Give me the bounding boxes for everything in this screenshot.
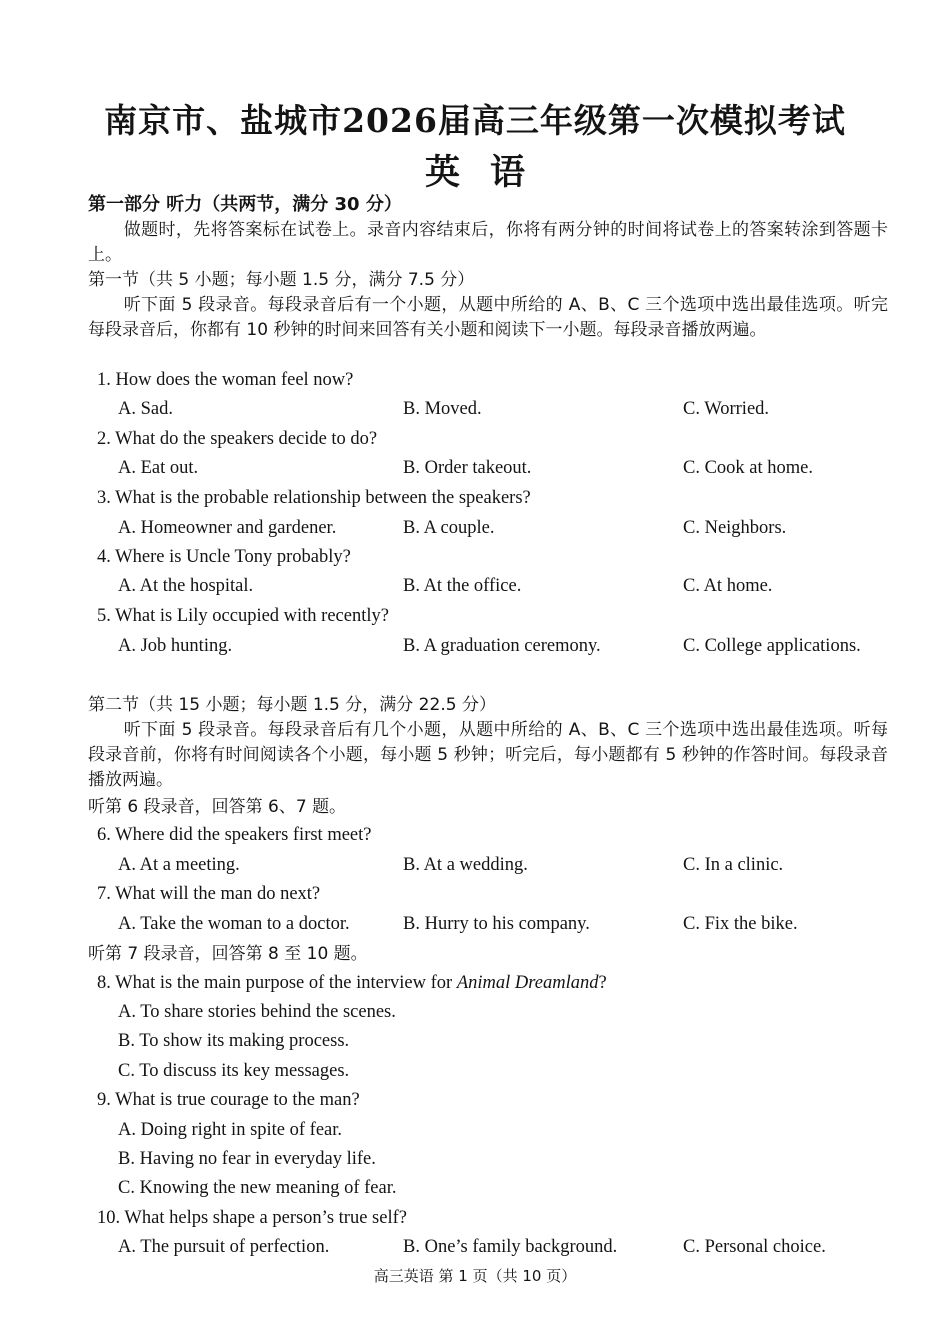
question-stem: 4. Where is Uncle Tony probably? xyxy=(97,547,351,567)
option-a: A. At the hospital. xyxy=(118,576,254,596)
option-b: B. Moved. xyxy=(403,399,482,419)
option-b: B. Hurry to his company. xyxy=(403,914,590,934)
option-a: A. Doing right in spite of fear. xyxy=(118,1120,343,1140)
section1-heading: 第一节（共 5 小题；每小题 1.5 分，满分 7.5 分） xyxy=(88,270,475,290)
question-stem: 10. What helps shape a person’s true self? xyxy=(97,1208,407,1228)
option-a: A. The pursuit of perfection. xyxy=(118,1237,330,1257)
option-b: B. One’s family background. xyxy=(403,1237,618,1257)
option-b: B. A graduation ceremony. xyxy=(403,636,601,656)
option-b: B. Order takeout. xyxy=(403,458,532,478)
option-c: C. At home. xyxy=(683,576,773,596)
question-stem-suffix: ? xyxy=(598,973,607,993)
question-stem: 5. What is Lily occupied with recently? xyxy=(97,606,389,626)
option-a: A. Sad. xyxy=(118,399,173,419)
option-c: C. To discuss its key messages. xyxy=(118,1061,350,1081)
option-c: C. Knowing the new meaning of fear. xyxy=(118,1178,397,1198)
question-stem: 6. Where did the speakers first meet? xyxy=(97,825,372,845)
option-c: C. Neighbors. xyxy=(683,518,787,538)
section2-heading: 第二节（共 15 小题；每小题 1.5 分，满分 22.5 分） xyxy=(88,695,496,715)
option-a: A. Homeowner and gardener. xyxy=(118,518,337,538)
option-a: A. Take the woman to a doctor. xyxy=(118,914,350,934)
group7-instruction: 听第 7 段录音，回答第 8 至 10 题。 xyxy=(88,944,368,964)
subject-title: 英语 xyxy=(424,152,555,193)
option-c: C. In a clinic. xyxy=(683,855,784,875)
exam-title: 南京市、盐城市2026届高三年级第一次模拟考试 xyxy=(104,101,846,140)
option-c: C. Fix the bike. xyxy=(683,914,798,934)
option-a: A. Eat out. xyxy=(118,458,199,478)
option-c: C. Worried. xyxy=(683,399,770,419)
option-a: A. Job hunting. xyxy=(118,636,233,656)
question-stem: 2. What do the speakers decide to do? xyxy=(97,429,378,449)
option-c: C. Personal choice. xyxy=(683,1237,826,1257)
question-stem: 3. What is the probable relationship between the speakers? xyxy=(97,488,531,508)
option-b: B. To show its making process. xyxy=(118,1031,350,1051)
film-title: Animal Dreamland xyxy=(456,973,599,993)
section2-instruction: 听下面 5 段录音。每段录音后有几个小题，从题中所给的 A、B、C 三个选项中选出最佳选项。听每段录音前，你将有时间阅读各个小题，每小题 5 秒钟；听完后，每小题都有 5 秒钟的作答时间。每段录音播放两遍。 xyxy=(88,720,888,790)
question-stem xyxy=(97,971,607,995)
option-b: B. At the office. xyxy=(403,576,522,596)
option-a: A. To share stories behind the scenes. xyxy=(118,1002,396,1022)
option-b: B. A couple. xyxy=(403,518,495,538)
section1-instruction: 听下面 5 段录音。每段录音后有一个小题，从题中所给的 A、B、C 三个选项中选出最佳选项。听完每段录音后，你都有 10 秒钟的时间来回答有关小题和阅读下一小题。每段录音播放两遍。 xyxy=(88,295,888,340)
question-stem-prefix: 8. What is the main purpose of the interview for xyxy=(97,973,457,993)
option-b: B. Having no fear in everyday life. xyxy=(118,1149,376,1169)
part1-intro: 做题时，先将答案标在试卷上。录音内容结束后，你将有两分钟的时间将试卷上的答案转涂到答题卡上。 xyxy=(88,220,888,265)
question-stem: 7. What will the man do next? xyxy=(97,884,321,904)
question-stem: 1. How does the woman feel now? xyxy=(97,370,354,390)
page-footer: 高三英语 第 1 页（共 10 页） xyxy=(373,1267,577,1285)
option-c: C. College applications. xyxy=(683,636,861,656)
option-b: B. At a wedding. xyxy=(403,855,528,875)
question-stem: 9. What is true courage to the man? xyxy=(97,1090,360,1110)
group6-instruction: 听第 6 段录音，回答第 6、7 题。 xyxy=(88,797,347,817)
option-a: A. At a meeting. xyxy=(118,855,240,875)
part1-heading: 第一部分 听力（共两节，满分 30 分） xyxy=(88,194,402,215)
option-c: C. Cook at home. xyxy=(683,458,814,478)
